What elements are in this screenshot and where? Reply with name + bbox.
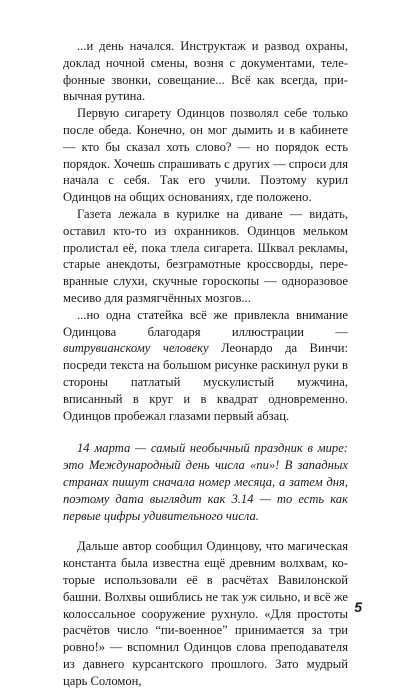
article-quote <box>63 440 348 524</box>
paragraph-4-text-a: ...но одна статейка всё же привлекла внимание Одинцова благодаря иллюстрации — <box>63 307 348 339</box>
paragraph-1-text: ...и день начался. Инструктаж и развод охраны, доклад ночной смены, возня с документами, телефонные звонки, совещание... Всё как всегда, привычная рутина. <box>63 39 348 104</box>
article-quote-text: 14 марта — самый необычный праздник в мире: это Международный день числа «пи»! В западных странах пишут сначала номер месяца, а затем дня, поэтому дата выглядит как 3.14 — то есть как первые цифры удивительного числа. <box>63 441 348 523</box>
paragraph-6-text: Дальше автор сообщил Одинцову, что магическая константа была известна ещё древним волхвам, которые использовали её в расчётах Вавилонской башни. Волхвы ошиблись не так уж сильно, и всё же колоссальное сооружение рухнуло. «Для простоты расчётов число “пи-военное” принимается за три ровно!» — вспомнил Одинцов слова преподавателя из давнего курсантского прошлого. Зато мудрый царь Соломон, <box>63 539 348 688</box>
paragraph-6 <box>63 538 348 689</box>
paragraph-4-text-b: Леонардо да Винчи: посреди текста на большом рисунке раскинул руки в стороны патлатый мускулистый мужчина, вписанный в круг и в квадрат одновременно. Одинцов пробежал глазами первый абзац. <box>63 341 349 423</box>
page-body <box>63 38 348 689</box>
paragraph-2 <box>63 105 348 206</box>
paragraph-3 <box>63 206 348 307</box>
paragraph-3-text: Газета лежала в курилке на диване — видать, оставил кто-то из охранников. Одинцов мельком пролистал её, пока тлела сигарета. Шквал рекламы, старые анекдоты, безграмотные кроссворды, перевранные слухи, скучные гороскопы — одноразовое месиво для размягчённых мозгов... <box>63 206 348 305</box>
paragraph-2-text: Первую сигарету Одинцов позволял себе только после обеда. Конечно, он мог дымить и в кабинете — кто бы сказал хоть слово? — но порядок есть порядок. Хочешь спрашивать с других — спроси для начала с себя. Так его учили. Поэтому курил Одинцов на общих основаниях, где положено. <box>63 106 348 205</box>
paragraph-4 <box>63 307 348 425</box>
paragraph-1 <box>63 38 348 105</box>
paragraph-4-italic: витрувианскому человеку <box>63 341 209 356</box>
page-number: 5 <box>354 599 362 615</box>
